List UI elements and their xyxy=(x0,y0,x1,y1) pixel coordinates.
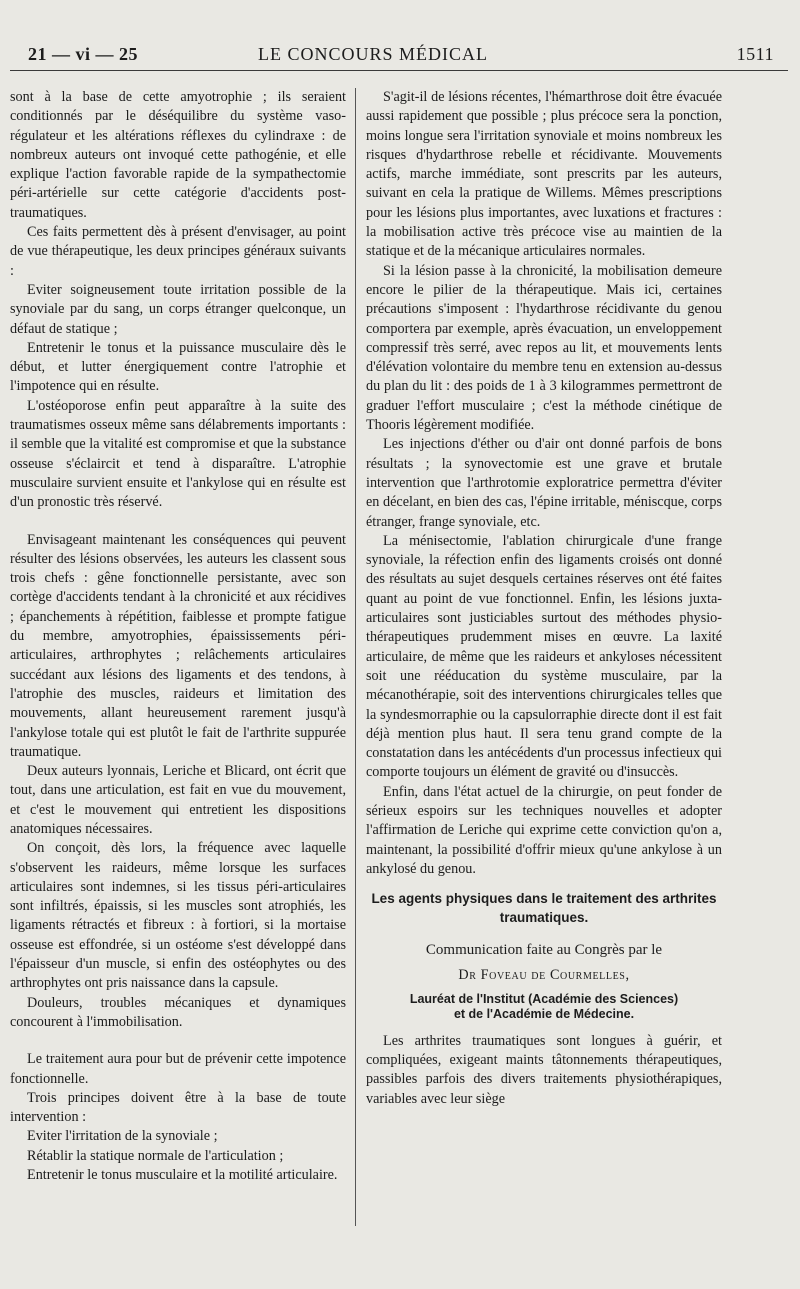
paragraph: Eviter l'irritation de la synoviale ; xyxy=(27,1128,218,1145)
affiliation-line: et de l'Académie de Médecine. xyxy=(453,1006,635,1021)
communication-line: Communication faite au Congrès par le xyxy=(425,942,663,959)
paragraph: Envisageant maintenant les conséquences qui peuvent résulter des lésions observées, les auteurs les classent sous trois chefs : gêne fonctionnelle persistante, avec son cortège d'accidents tendant à la chronicité et aux récidives ; épanchements à répétition, faiblesse et prompte fatigue du membre, amyotrophies, épaississements péri-articulaires, arthrophytes ; relâchements articulaires succédant aux lésions des ligaments et des tendons, à l'atrophie des muscles, raideurs et limitation des mouvements, allant heureusement rarement jusqu'à l'ankylose totale qui est plutôt le fait de l'arthrite suppurée traumatique. xyxy=(10,531,346,760)
journal-title: LE CONCOURS MÉDICAL xyxy=(258,44,489,64)
column-divider xyxy=(355,88,356,1226)
author-name: Dr Foveau de Courmelles, xyxy=(458,967,630,984)
right-column xyxy=(366,88,722,1109)
section-title: Les agents physiques dans le traitement des arthrites traumatiques. xyxy=(371,891,717,926)
issue-date: 21 — vi — 25 xyxy=(28,44,139,64)
paragraph: Entretenir le tonus et la puissance musculaire dès le début, et lutter énergiquement contre l'atrophie et l'impotence qui en résulte. xyxy=(10,339,346,395)
paragraph: Les injections d'éther ou d'air ont donné parfois de bons résultats ; la synovectomie est une grave et brutale intervention que l'arthrotomie exploratrice permettra d'éviter en décelant, en bien des cas, l'épine irritable, méniscque, corps étranger, frange synoviale, etc. xyxy=(366,436,722,530)
paragraph: Le traitement aura pour but de prévenir cette impotence fonctionnelle. xyxy=(10,1051,346,1087)
paragraph: L'ostéoporose enfin peut apparaître à la suite des traumatismes osseux même sans délabrements importants : il semble que la vitalité est compromise et que la substance osseuse s'éclaircit et tend à disparaître. L'atrophie musculaire survient ensuite et l'ankylose qui en résulte est d'un pronostic très réservé. xyxy=(10,397,346,511)
paragraph: Ces faits permettent dès à présent d'envisager, au point de vue thérapeutique, les deux principes généraux suivants : xyxy=(10,224,346,279)
paragraph: Trois principes doivent être à la base de toute intervention : xyxy=(10,1089,346,1126)
paragraph: S'agit-il de lésions récentes, l'hémarthrose doit être évacuée aussi rapidement que possible ; plus précoce sera la ponction, moins longue sera l'irritation synoviale et moins nombreux les risques d'hydarthrose rebelle et récidivante. Mouvements actifs, marche immédiate, sont prescrits par les auteurs, suivant en cela la pratique de Willems. Mêmes prescriptions pour les lésions plus importantes, avec luxations et fractures : la mobilisation active très précoce vise au maintien de la statique et de la mécanique articulaires normales. xyxy=(366,89,722,260)
paragraph: On conçoit, dès lors, la fréquence avec laquelle s'observent les raideurs, même lorsque les surfaces articulaires sont indemnes, si les tissus péri-articulaires sont infiltrés, épaissis, si les muscles sont atrophiés, les ligaments rétractés et fibreux : à fortiori, si la mortaise osseuse est effondrée, si un ostéome s'est développé dans l'épaisseur d'un muscle, si enfin des ostéophytes ou des arthrophytes ont pris naissance dans la capsule. xyxy=(10,840,346,992)
paragraph: Rétablir la statique normale de l'articulation ; xyxy=(27,1147,284,1164)
page-header xyxy=(28,44,774,70)
paragraph: Enfin, dans l'état actuel de la chirurgie, on peut fonder de sérieux espoirs sur les techniques nouvelles et adopter l'affirmation de Leriche qui exprime cette conviction qu'on a, maintenant, la possibilité d'offrir mieux qu'une ankylose à un ankylosé du genou. xyxy=(366,783,722,877)
paragraph: Les arthrites traumatiques sont longues à guérir, et compliquées, exigeant maints tâtonnements thérapeutiques, passibles parfois des divers traitements physiothérapiques, variables avec leur siège xyxy=(366,1032,722,1107)
left-column xyxy=(10,88,346,1185)
paragraph: Eviter soigneusement toute irritation possible de la synoviale par du sang, un corps étranger quelconque, un défaut de statique ; xyxy=(10,281,346,337)
paragraph: Douleurs, troubles mécaniques et dynamiques concourent à l'immobilisation. xyxy=(10,994,346,1030)
paragraph: Entretenir le tonus musculaire et la motilité articulaire. xyxy=(27,1167,338,1184)
page-number: 1511 xyxy=(736,44,774,64)
paragraph: Deux auteurs lyonnais, Leriche et Blicard, ont écrit que tout, dans une articulation, est fait en vue du mouvement, et c'est le mouvement qui entretient les dispositions anatomiques nécessaires. xyxy=(10,763,346,837)
paragraph: sont à la base de cette amyotrophie ; ils seraient conditionnés par le déséquilibre du système vaso-régulateur et les altérations réflexes du cylindraxe : de nombreux auteurs ont invoqué cette pathogénie, et elle explique l'action favorable rapide de la sympathectomie péri-artérielle sur cette catégorie d'accidents post-traumatiques. xyxy=(10,89,346,221)
paragraph: La ménisectomie, l'ablation chirurgicale d'une frange synoviale, la réfection enfin des ligaments croisés ont donné des résultats au sujet desquels certaines réserves ont été faites quant au point de vue fonctionnel. Enfin, les lésions juxta-articulaires sont justiciables surtout des méthodes physio-thérapeutiques prudemment mises en œuvre. La laxité articulaire, de même que les raideurs et ankyloses nécessitent soit une rééducation du système musculaire, par la mécanothérapie, soit des interventions chirurgicales telles que la syndesmorraphie ou la capsulorraphie directe dont il est fait déjà mention plus haut. Il sera tenu grand compte de la constatation dans les antécédents d'un processus infectieux qui comporte toujours un élément de gravité ou d'insuccès. xyxy=(366,532,722,781)
header-rule xyxy=(10,70,788,71)
affiliation-line: Lauréat de l'Institut (Académie des Sciences) xyxy=(409,991,679,1006)
paragraph: Si la lésion passe à la chronicité, la mobilisation demeure encore le pilier de la thérapeutique. Mais ici, certaines précautions s'imposent : l'hydarthrose récidivante du genou comportera par exemple, après évacuation, un enveloppement compressif très serré, avec repos au lit, et mouvements lents d'élévation volontaire du membre tenu en extension au-dessus du plan du lit : des poids de 1 à 3 kilogrammes permettront de graduer l'effort musculaire ; c'est la méthode cinétique de Thooris légèrement modifiée. xyxy=(366,262,722,434)
